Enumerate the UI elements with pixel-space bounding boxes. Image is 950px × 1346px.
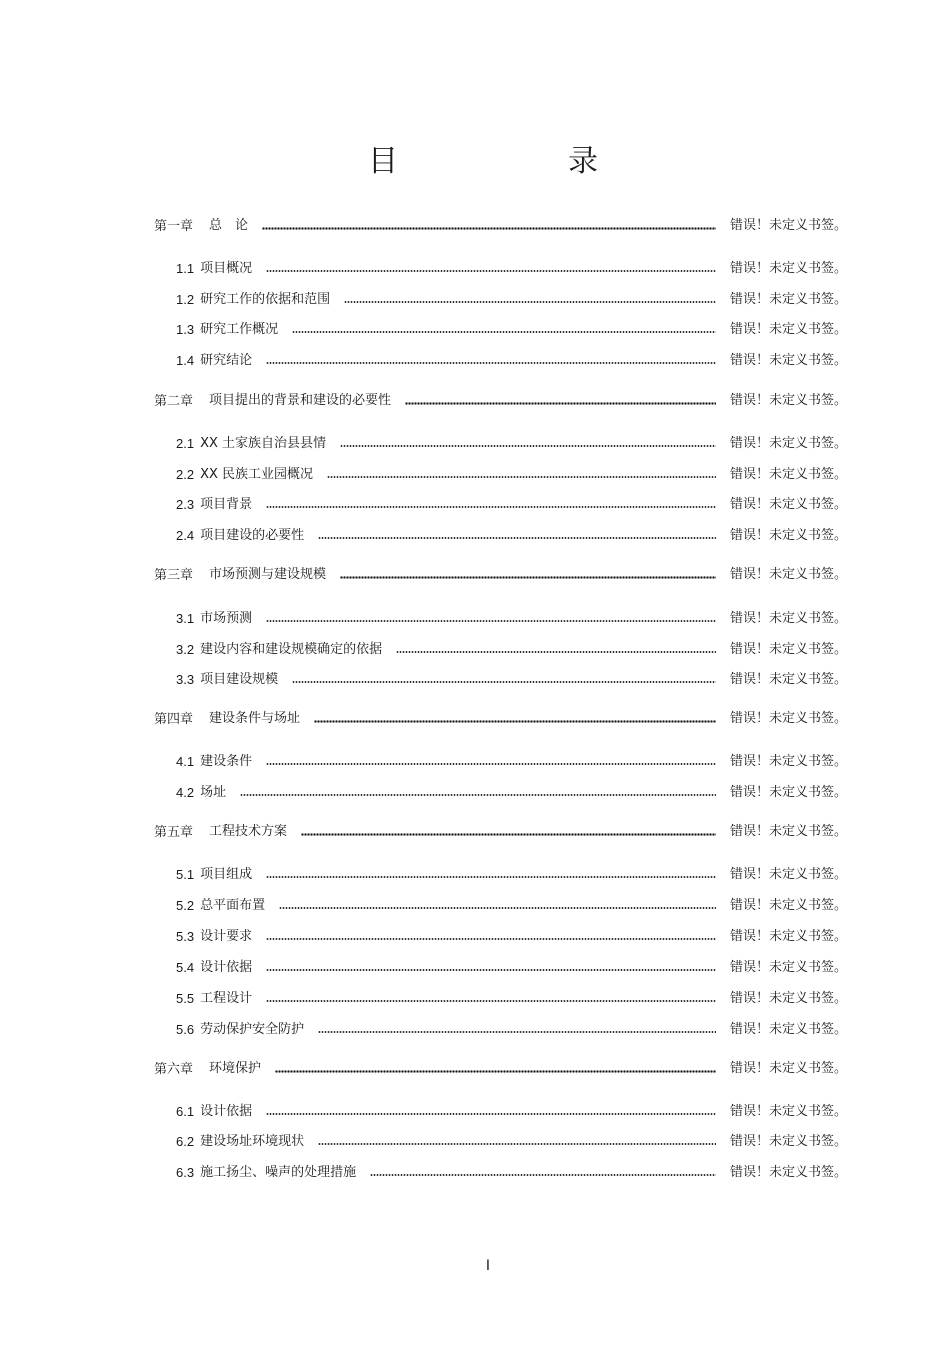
toc-section-entry[interactable]: [176, 670, 850, 690]
toc-dot-leader: [340, 445, 716, 447]
toc-section-entry[interactable]: [176, 609, 850, 629]
toc-section-entry[interactable]: [176, 351, 850, 371]
toc-entry-number: 5.5: [176, 991, 195, 1006]
toc-entry-title: 建设条件: [200, 754, 253, 769]
toc-section-entry[interactable]: [176, 465, 850, 485]
toc-chapter-entry[interactable]: [154, 565, 850, 585]
toc-entry-page-ref: 错误！未定义书签。: [730, 393, 848, 408]
toc-chapter-entry[interactable]: [154, 822, 850, 842]
toc-section-entry[interactable]: [176, 1020, 850, 1040]
page-number: I: [485, 1258, 491, 1274]
toc-entry-number: 5.1: [176, 867, 195, 882]
toc-entry-page-ref: 错误！未定义书签。: [730, 824, 848, 839]
toc-entry-page-ref: 错误！未定义书签。: [730, 867, 848, 882]
toc-entry-number: 1.1: [176, 261, 195, 276]
toc-entry-number: 1.3: [176, 322, 195, 337]
toc-entry-title: 项目背景: [200, 497, 253, 512]
toc-entry-page-ref: 错误！未定义书签。: [730, 292, 848, 307]
toc-entry-number: 6.3: [176, 1165, 195, 1180]
toc-section-entry[interactable]: [176, 865, 850, 885]
toc-dot-leader: [275, 1070, 716, 1073]
toc-entry-page-ref: 错误！未定义书签。: [730, 322, 848, 337]
toc-dot-leader: [266, 876, 716, 878]
toc-entry-page-ref: 错误！未定义书签。: [730, 1165, 848, 1180]
toc-entry-title: 建设场址环境现状: [200, 1134, 305, 1149]
toc-section-entry[interactable]: [176, 495, 850, 515]
toc-section-entry[interactable]: [176, 434, 850, 454]
toc-entry-number: 1.4: [176, 353, 195, 368]
toc-entry-title: 市场预测与建设规模: [209, 567, 327, 582]
toc-section-entry[interactable]: [176, 989, 850, 1009]
toc-entry-page-ref: 错误！未定义书签。: [730, 960, 848, 975]
toc-dot-leader: [370, 1174, 716, 1176]
toc-entry-title: 市场预测: [200, 611, 253, 626]
toc-entry-title: 设计依据: [200, 960, 253, 975]
toc-dot-leader: [292, 331, 716, 333]
toc-entry-number: 2.2: [176, 467, 195, 482]
toc-entry-number: 第一章: [154, 218, 194, 233]
toc-entry-page-ref: 错误！未定义书签。: [730, 1104, 848, 1119]
toc-section-entry[interactable]: [176, 259, 850, 279]
toc-section-entry[interactable]: [176, 1102, 850, 1122]
toc-chapter-entry[interactable]: [154, 391, 850, 411]
toc-entry-page-ref: 错误！未定义书签。: [730, 754, 848, 769]
toc-entry-number: 第六章: [154, 1061, 194, 1076]
toc-entry-page-ref: 错误！未定义书签。: [730, 353, 848, 368]
toc-chapter-entry[interactable]: [154, 709, 850, 729]
toc-dot-leader: [292, 681, 716, 683]
toc-entry-title: XX 土家族自治县县情: [200, 436, 327, 451]
toc-entry-title: 项目建设的必要性: [200, 528, 305, 543]
toc-section-entry[interactable]: [176, 290, 850, 310]
toc-entry-number: 第三章: [154, 567, 194, 582]
toc-entry-number: 4.1: [176, 754, 195, 769]
toc-entry-number: 4.2: [176, 785, 195, 800]
toc-entry-page-ref: 错误！未定义书签。: [730, 642, 848, 657]
toc-section-entry[interactable]: [176, 927, 850, 947]
toc-entry-number: 2.1: [176, 436, 195, 451]
toc-section-entry[interactable]: [176, 958, 850, 978]
toc-entry-page-ref: 错误！未定义书签。: [730, 1061, 848, 1076]
toc-entry-page-ref: 错误！未定义书签。: [730, 1134, 848, 1149]
toc-dot-leader: [266, 506, 716, 508]
toc-entry-page-ref: 错误！未定义书签。: [730, 528, 848, 543]
toc-section-entry[interactable]: [176, 640, 850, 660]
toc-entry-page-ref: 错误！未定义书签。: [730, 711, 848, 726]
toc-entry-number: 第五章: [154, 824, 194, 839]
toc-dot-leader: [301, 833, 716, 836]
toc-dot-leader: [266, 938, 716, 940]
toc-entry-title: 场址: [200, 785, 227, 800]
toc-dot-leader: [266, 620, 716, 622]
toc-entry-page-ref: 错误！未定义书签。: [730, 611, 848, 626]
toc-entry-title: 工程技术方案: [209, 824, 288, 839]
toc-dot-leader: [266, 763, 716, 765]
toc-entry-page-ref: 错误！未定义书签。: [730, 567, 848, 582]
toc-dot-leader: [327, 476, 716, 478]
toc-entry-page-ref: 错误！未定义书签。: [730, 497, 848, 512]
toc-entry-title: 建设条件与场址: [209, 711, 301, 726]
toc-dot-leader: [279, 907, 716, 909]
toc-entry-page-ref: 错误！未定义书签。: [730, 467, 848, 482]
toc-dot-leader: [266, 270, 716, 272]
toc-entry-number: 3.3: [176, 672, 195, 687]
toc-entry-number: 5.2: [176, 898, 195, 913]
toc-entry-number: 1.2: [176, 292, 195, 307]
toc-dot-leader: [340, 576, 716, 579]
toc-entry-page-ref: 错误！未定义书签。: [730, 218, 848, 233]
toc-entry-title: 设计要求: [200, 929, 253, 944]
toc-entry-number: 6.1: [176, 1104, 195, 1119]
toc-dot-leader: [266, 1000, 716, 1002]
toc-entry-title: 环境保护: [209, 1061, 262, 1076]
toc-entry-page-ref: 错误！未定义书签。: [730, 1022, 848, 1037]
toc-dot-leader: [318, 537, 716, 539]
toc-entry-title: 劳动保护安全防护: [200, 1022, 305, 1037]
toc-entry-number: 5.4: [176, 960, 195, 975]
toc-entry-page-ref: 错误！未定义书签。: [730, 929, 848, 944]
toc-entry-title: 研究工作的依据和范围: [200, 292, 331, 307]
toc-section-entry[interactable]: [176, 526, 850, 546]
toc-entry-number: 5.3: [176, 929, 195, 944]
toc-entry-number: 第二章: [154, 393, 194, 408]
toc-entry-number: 2.3: [176, 497, 195, 512]
toc-entry-page-ref: 错误！未定义书签。: [730, 991, 848, 1006]
toc-entry-title: 总平面布置: [200, 898, 266, 913]
toc-section-entry[interactable]: [176, 896, 850, 916]
toc-entry-title: 研究工作概况: [200, 322, 279, 337]
toc-entry-number: 5.6: [176, 1022, 195, 1037]
toc-entry-number: 3.1: [176, 611, 195, 626]
toc-entry-page-ref: 错误！未定义书签。: [730, 261, 848, 276]
toc-dot-leader: [405, 402, 716, 405]
toc-dot-leader: [318, 1143, 716, 1145]
toc-entry-number: 第四章: [154, 711, 194, 726]
toc-entry-title: 建设内容和建设规模确定的依据: [200, 642, 383, 657]
toc-entry-title: 项目提出的背景和建设的必要性: [209, 393, 392, 408]
toc-dot-leader: [240, 794, 716, 796]
toc-entry-title: 设计依据: [200, 1104, 253, 1119]
toc-dot-leader: [318, 1031, 716, 1033]
toc-dot-leader: [266, 362, 716, 364]
toc-entry-title: 研究结论: [200, 353, 253, 368]
toc-chapter-entry[interactable]: [154, 216, 850, 236]
toc-section-entry[interactable]: [176, 1163, 850, 1183]
toc-entry-number: 6.2: [176, 1134, 195, 1149]
toc-entry-title: 项目组成: [200, 867, 253, 882]
toc-entry-page-ref: 错误！未定义书签。: [730, 672, 848, 687]
toc-dot-leader: [344, 301, 716, 303]
toc-entry-page-ref: 错误！未定义书签。: [730, 785, 848, 800]
toc-section-entry[interactable]: [176, 752, 850, 772]
toc-dot-leader: [266, 1113, 716, 1115]
toc-entry-title: 工程设计: [200, 991, 253, 1006]
toc-entry-title: XX 民族工业园概况: [200, 467, 314, 482]
toc-entry-page-ref: 错误！未定义书签。: [730, 898, 848, 913]
toc-section-entry[interactable]: [176, 1132, 850, 1152]
toc-entry-title: 施工扬尘、噪声的处理措施: [200, 1165, 357, 1180]
toc-entry-number: 3.2: [176, 642, 195, 657]
toc-chapter-entry[interactable]: [154, 1059, 850, 1079]
toc-section-entry[interactable]: [176, 783, 850, 803]
toc-section-entry[interactable]: [176, 320, 850, 340]
toc-entry-title: 项目建设规模: [200, 672, 279, 687]
toc-dot-leader: [314, 720, 716, 723]
toc-entry-title: 总 论: [209, 218, 249, 233]
toc-entry-page-ref: 错误！未定义书签。: [730, 436, 848, 451]
toc-entry-number: 2.4: [176, 528, 195, 543]
toc-dot-leader: [262, 227, 716, 230]
toc-entry-title: 项目概况: [200, 261, 253, 276]
page-title: 目 录: [368, 144, 668, 179]
toc-dot-leader: [396, 651, 716, 653]
toc-dot-leader: [266, 969, 716, 971]
